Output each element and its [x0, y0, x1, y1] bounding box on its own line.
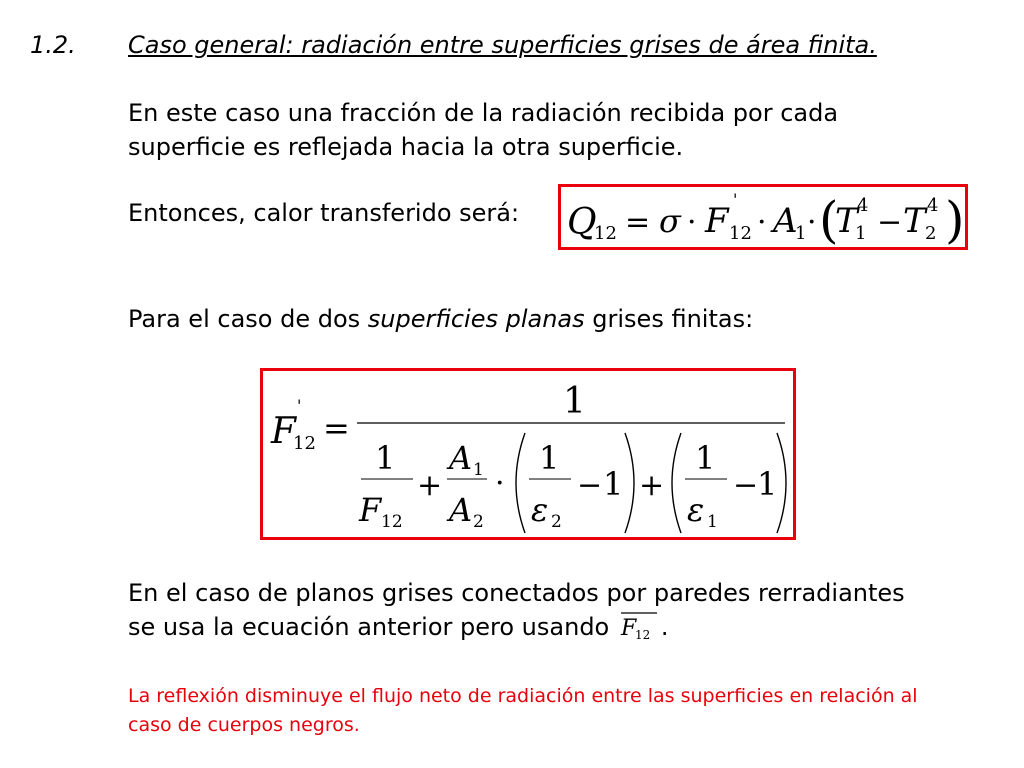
eq1-right-paren: ) [945, 191, 965, 247]
eq1-minus: − [877, 205, 903, 240]
eq2-term2-a1-subscript: 1 [473, 460, 484, 480]
paragraph-flat-surfaces [128, 302, 753, 336]
eq2-term4-minus-one: 1 [757, 465, 778, 503]
paragraph-flat-surfaces-emphasis: superficies planas [367, 305, 585, 333]
heat-transfer-equation [558, 184, 968, 250]
eq2-paren-left-2 [672, 433, 681, 533]
paragraph-reradiating-line2-before: se usa la ecuación anterior pero usando [128, 613, 617, 641]
eq2-term4-one: 1 [695, 439, 716, 477]
inline-f12-bar-symbol [617, 611, 661, 641]
inline-f12-f: F [620, 616, 637, 641]
eq1-f: F [705, 201, 729, 241]
eq2-term2-a2-subscript: 2 [473, 512, 484, 532]
view-factor-equation [260, 368, 796, 540]
eq1-sigma: σ [659, 202, 681, 240]
eq2-term3-minus-one: 1 [603, 465, 624, 503]
eq1-f-subscript: 12 [729, 223, 752, 244]
eq1-left-paren: ( [819, 191, 839, 247]
inline-f12-svg [617, 611, 661, 641]
eq1-dot-1: · [687, 205, 697, 240]
eq2-term3-one: 1 [539, 439, 560, 477]
eq1-dot-3: · [807, 205, 817, 240]
view-factor-equation-svg [263, 371, 793, 537]
eq1-f-prime: ' [733, 190, 738, 209]
eq1-dot-2: · [757, 205, 767, 240]
eq1-q: Q [567, 202, 597, 243]
eq2-f-prime: ' [297, 396, 302, 415]
paragraph-intro-line1: En este caso una fracción de la radiación recibida por cada [128, 99, 839, 127]
eq1-t2: T [903, 201, 926, 241]
eq2-plus-2: + [639, 468, 665, 503]
eq2-plus-1: + [417, 468, 443, 503]
paragraph-heat-transfer: Entonces, calor transferido será: [128, 199, 520, 227]
eq1-t2-subscript: 2 [925, 223, 937, 244]
eq2-term2-a2: A [449, 491, 473, 529]
eq2-term4-minus: − [733, 468, 759, 503]
paragraph-reradiating-line2 [128, 610, 905, 644]
eq2-term4-epsilon-subscript: 1 [707, 512, 718, 532]
heat-transfer-equation-svg [561, 187, 965, 247]
eq1-t1-superscript: 4 [857, 195, 869, 216]
eq1-a: A [773, 201, 798, 241]
reflection-note-line2: caso de cuerpos negros. [128, 714, 360, 736]
reflection-note-line1: La reflexión disminuye el flujo neto de radiación entre las superficies en relación al [128, 685, 918, 707]
paragraph-intro-line2: superficie es reflejada hacia la otra superficie. [128, 133, 684, 161]
eq1-a-subscript: 1 [795, 223, 807, 244]
eq2-term2-a1: A [449, 439, 473, 477]
eq1-equals: = [625, 205, 651, 240]
eq2-term1-one: 1 [375, 439, 396, 477]
eq1-t1-subscript: 1 [855, 223, 867, 244]
paragraph-flat-surfaces-after: grises finitas: [584, 305, 754, 333]
paragraph-intro [128, 96, 838, 164]
paragraph-reradiating [128, 576, 905, 644]
eq1-t2-superscript: 4 [927, 195, 939, 216]
eq2-term3-epsilon-subscript: 2 [551, 512, 562, 532]
eq2-paren-left-1 [516, 433, 525, 533]
eq2-paren-right-2 [777, 433, 786, 533]
eq2-term1-f: F [359, 491, 382, 529]
eq2-term3-minus: − [577, 468, 603, 503]
paragraph-reradiating-line2-after: . [660, 613, 669, 641]
eq1-q-subscript: 12 [594, 223, 617, 244]
paragraph-reradiating-line1: En el caso de planos grises conectados por paredes rerradiantes [128, 579, 905, 607]
eq2-paren-right-1 [625, 433, 634, 533]
reflection-note [128, 682, 918, 740]
eq2-term1-f-subscript: 12 [381, 512, 403, 532]
section-number: 1.2. [30, 31, 76, 59]
eq2-term4-epsilon: ε [687, 491, 705, 529]
eq2-dot: · [495, 466, 505, 501]
section-title: Caso general: radiación entre superficies grises de área finita. [128, 31, 877, 59]
inline-f12-subscript: 12 [634, 628, 651, 641]
eq2-term3-epsilon: ε [531, 491, 549, 529]
eq2-equals: = [323, 409, 350, 447]
eq2-f-subscript: 12 [293, 433, 316, 454]
eq1-t1: T [835, 201, 858, 241]
paragraph-flat-surfaces-before: Para el caso de dos [128, 305, 368, 333]
eq2-f: F [271, 411, 296, 452]
eq2-numerator-one: 1 [563, 381, 586, 422]
